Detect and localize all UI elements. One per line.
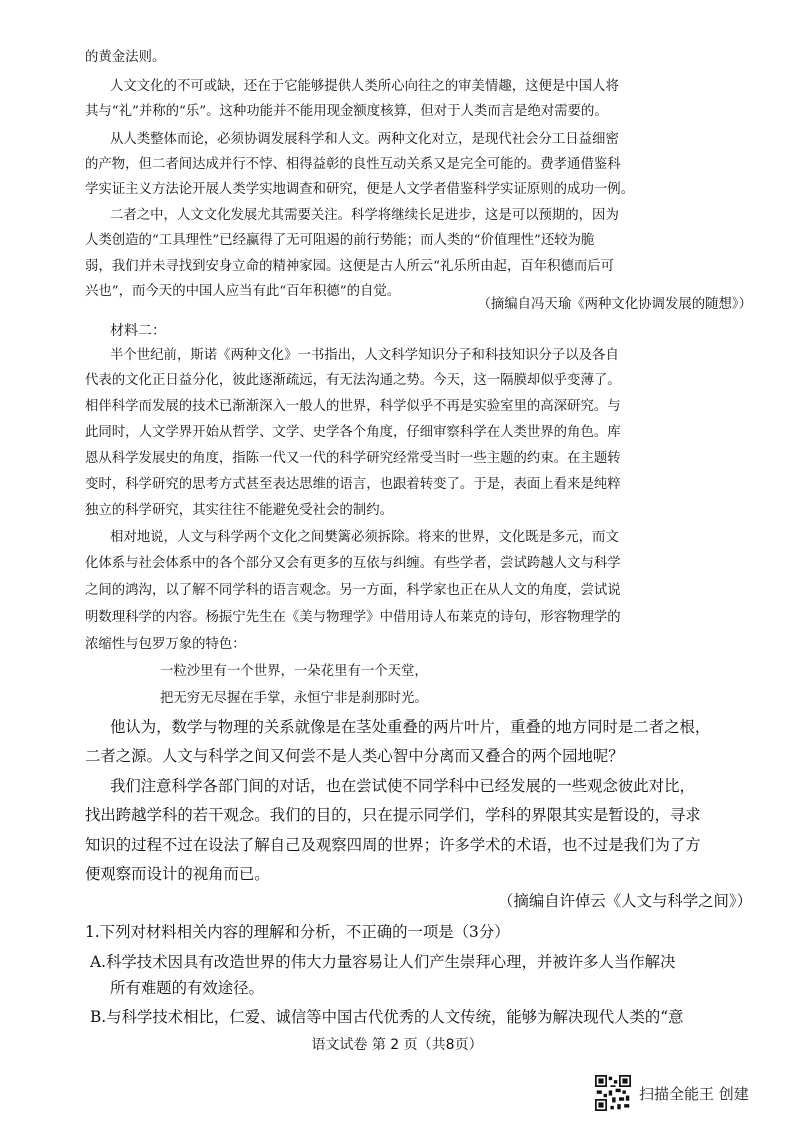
passage-line: 学实证主义方法论开展人类学实地调查和研究，便是人文学者借鉴科学实证原则的成功一例。 — [85, 182, 635, 197]
source-citation: （摘编自冯天瑜《两种文化协调发展的随想》） — [477, 297, 752, 312]
qr-code-icon — [595, 1075, 631, 1111]
passage-line: 其与“礼”并称的“乐”。这种功能并不能用现金额度核算，但对于人类而言是绝对需要的。 — [85, 104, 608, 119]
poem-line: 一粒沙里有一个世界，一朵花里有一个天堂， — [160, 664, 428, 679]
passage-line: 人文文化的不可或缺，还在于它能够提供人类所心向往之的审美情趣，这便是中国人将 — [110, 79, 619, 94]
passage-line: 人类创造的“工具理性”已经赢得了无可阻遏的前行势能；而人类的“价值理性”还较为脆 — [85, 233, 595, 248]
passage-line: 浓缩性与包罗万象的特色： — [85, 637, 246, 652]
passage-line: 明数理科学的内容。杨振宁先生在《美与物理学》中借用诗人布莱克的诗句，形容物理学的 — [85, 610, 621, 625]
passage-line: 二者之源。人文与科学之间又何尝不是人类心智中分离而又叠合的两个园地呢？ — [85, 747, 624, 765]
passage-line: 此同时，人文学界开始从哲学、文学、史学各个角度，仔细审察科学在人类世界的角色。库 — [85, 425, 621, 440]
passage-line: 的产物，但二者间达成并行不悖、相得益彰的良性互动关系又是完全可能的。费孝通借鉴科 — [85, 157, 621, 172]
poem-line: 把无穷无尽握在手掌，永恒宁非是刹那时光。 — [160, 691, 428, 706]
passage-line: 二者之中，人文文化发展尤其需要关注。科学将继续长足进步，这是可以预期的，因为 — [110, 208, 619, 223]
passage-line: 兴也”，而今天的中国人应当有此“百年积德”的自觉。 — [85, 284, 401, 299]
material-heading: 材料二： — [110, 323, 166, 339]
passage-line: 知识的过程不过在设法了解自己及观察四周的世界；许多学术的术语，也不过是我们为了方 — [85, 836, 701, 854]
passage-line: 弱，我们并未寻找到安身立命的精神家园。这便是古人所云“礼乐所由起，百年积德而后可 — [85, 259, 615, 274]
source-citation: （摘编自许倬云《人文与科学之间》） — [498, 892, 752, 910]
passage-line: 代表的文化正日益分化，彼此逐渐疏远，有无法沟通之势。今天，这一隔膜却似乎变薄了。 — [85, 373, 621, 388]
page-footer: 语文试卷 第 2 页（共8页） — [311, 1037, 483, 1053]
passage-line: 的黄金法则。 — [85, 50, 166, 65]
passage-line: 之间的鸿沟，以了解不同学科的语言观念。另一方面，科学家也正在从人文的角度，尝试说 — [85, 583, 621, 598]
brand-text: 扫描全能王 创建 — [639, 1084, 749, 1103]
option-a-continued: 所有难题的有效途径。 — [110, 979, 264, 997]
question-stem: 1.下列对材料相关内容的理解和分析，不正确的一项是（3分） — [85, 923, 510, 941]
passage-line: 找出跨越学科的若干观念。我们的目的，只在提示同学们，学科的界限其实是暂设的，寻求 — [85, 806, 701, 824]
passage-line: 便观察而设计的视角而已。 — [85, 865, 270, 883]
option-a: A.科学技术因具有改造世界的伟大力量容易让人们产生崇拜心理，并被许多人当作解决 — [90, 953, 676, 971]
passage-line: 独立的科学研究，其实往往不能避免受社会的制约。 — [85, 503, 393, 518]
passage-line: 半个世纪前，斯诺《两种文化》一书指出，人文科学知识分子和科技知识分子以及各自 — [110, 348, 619, 363]
passage-line: 变时，科学研究的思考方式甚至表达思维的语言，也跟着转变了。于是，表面上看来是纯粹 — [85, 477, 621, 492]
scanner-watermark — [595, 1072, 749, 1114]
passage-line: 他认为，数学与物理的关系就像是在茎处重叠的两片叶片，重叠的地方同时是二者之根， — [110, 718, 711, 736]
passage-line: 化体系与社会体系中的各个部分又会有更多的互依与纠缠。有些学者，尝试跨越人文与科学 — [85, 556, 621, 571]
passage-line: 相对地说，人文与科学两个文化之间樊篱必须拆除。将来的世界，文化既是多元，而文 — [110, 530, 619, 545]
option-b: B.与科学技术相比，仁爱、诚信等中国古代优秀的人文传统，能够为解决现代人类的“意 — [90, 1008, 684, 1026]
passage-line: 相伴科学而发展的技术已渐渐深入一般人的世界，科学似乎不再是实验室里的高深研究。与 — [85, 399, 621, 414]
passage-line: 从人类整体而论，必须协调发展科学和人文。两种文化对立，是现代社会分工日益细密 — [110, 132, 619, 147]
passage-line: 恩从科学发展史的角度，指陈一代又一代的科学研究经常受当时一些主题的约束。在主题转 — [85, 451, 621, 466]
passage-line: 我们注意科学各部门间的对话，也在尝试使不同学科中已经发展的一些观念彼此对比， — [110, 777, 695, 795]
